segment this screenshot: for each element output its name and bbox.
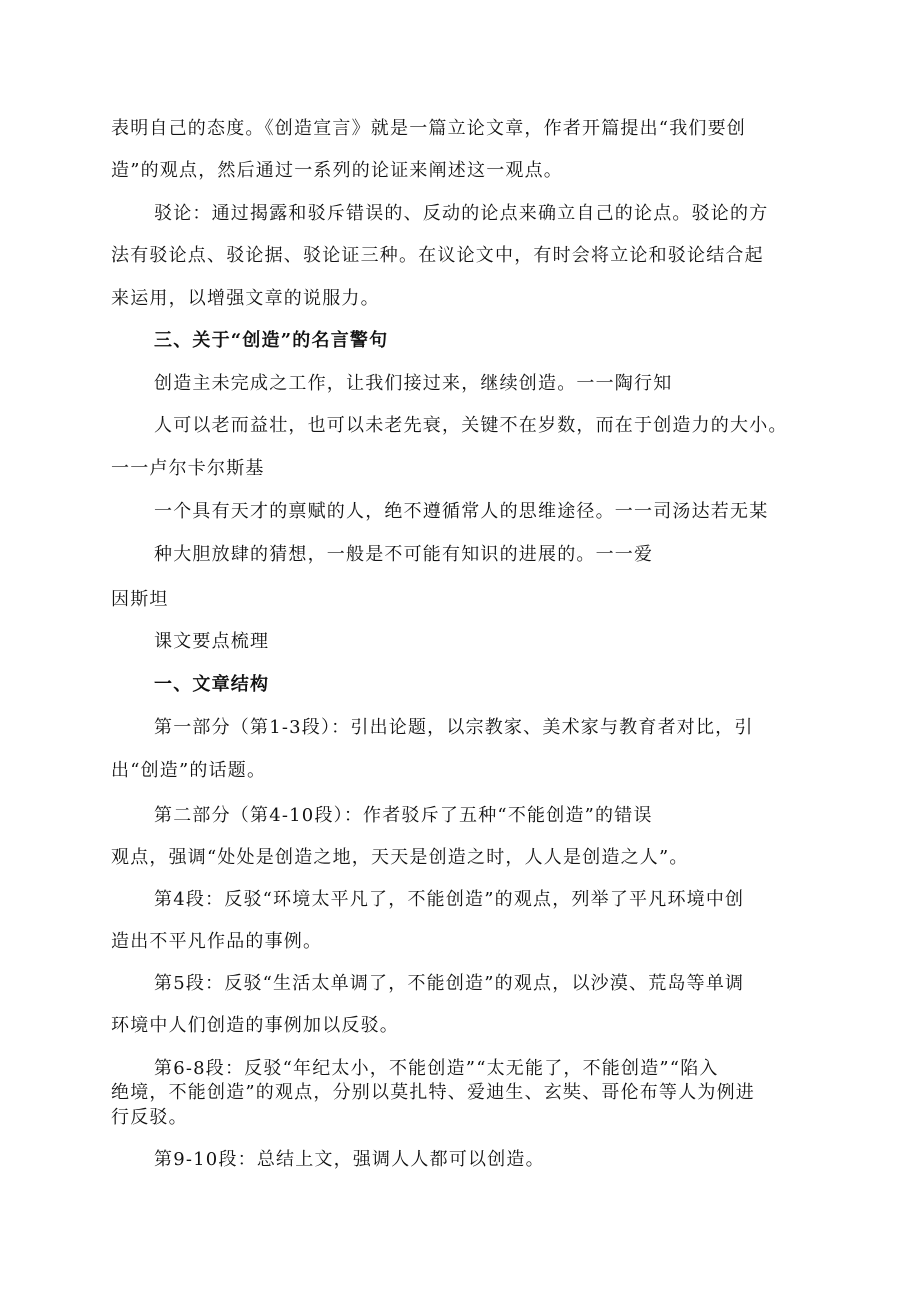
paragraph-line: 造出不平凡作品的事例。 — [111, 931, 323, 952]
paragraph-line: 法有驳论点、驳论据、驳论证三种。在议论文中，有时会将立论和驳论结合起 — [111, 245, 764, 266]
paragraph-line: 第5段：反驳“生活太单调了，不能创造”的观点，以沙漠、荒岛等单调 — [154, 973, 745, 994]
quote-line: 一个具有天才的禀赋的人，绝不遵循常人的思维途径。一一司汤达若无某 — [154, 501, 769, 522]
paragraph-line: 绝境，不能创造”的观点，分别以莫扎特、爱迪生、玄奘、哥伦布等人为例进 — [111, 1082, 755, 1103]
paragraph-line: 第6-8段：反驳“年纪太小，不能创造”“太无能了，不能创造”“陷入 — [154, 1058, 719, 1079]
quote-line: 因斯坦 — [111, 589, 169, 610]
subtitle: 课文要点梳理 — [154, 631, 270, 652]
paragraph-line: 第9-10段：总结上文，强调人人都可以创造。 — [154, 1149, 545, 1170]
section-heading: 三、关于“创造”的名言警句 — [154, 330, 389, 351]
paragraph-line: 表明自己的态度。《创造宣言》就是一篇立论文章，作者开篇提出“我们要创 — [111, 118, 746, 139]
paragraph-line: 驳论：通过揭露和驳斥错误的、反动的论点来确立自己的论点。驳论的方 — [154, 203, 769, 224]
paragraph-line: 第一部分（第1-3段）：引出论题，以宗教家、美术家与教育者对比，引 — [154, 717, 754, 738]
paragraph-line: 造”的观点，然后通过一系列的论证来阐述这一观点。 — [111, 160, 563, 181]
paragraph-line: 观点，强调“处处是创造之地，天天是创造之时，人人是创造之人”。 — [111, 847, 689, 868]
paragraph-line: 第二部分（第4-10段）：作者驳斥了五种“不能创造”的错误 — [154, 805, 653, 826]
quote-line: 人可以老而益壮，也可以未老先衰，关键不在岁数，而在于创造力的大小。 — [154, 415, 788, 436]
quote-line: 创造主未完成之工作，让我们接过来，继续创造。一一陶行知 — [154, 373, 673, 394]
paragraph-line: 行反驳。 — [111, 1107, 188, 1128]
quote-line: 一一卢尔卡尔斯基 — [111, 458, 265, 479]
paragraph-line: 环境中人们创造的事例加以反驳。 — [111, 1015, 399, 1036]
section-heading: 一、文章结构 — [154, 674, 270, 695]
paragraph-line: 来运用，以增强文章的说服力。 — [111, 288, 380, 309]
paragraph-line: 出“创造”的话题。 — [111, 760, 267, 781]
paragraph-line: 第4段：反驳“环境太平凡了，不能创造”的观点，列举了平凡环境中创 — [154, 889, 745, 910]
quote-line: 种大胆放肆的猜想，一般是不可能有知识的进展的。一一爱 — [154, 544, 654, 565]
